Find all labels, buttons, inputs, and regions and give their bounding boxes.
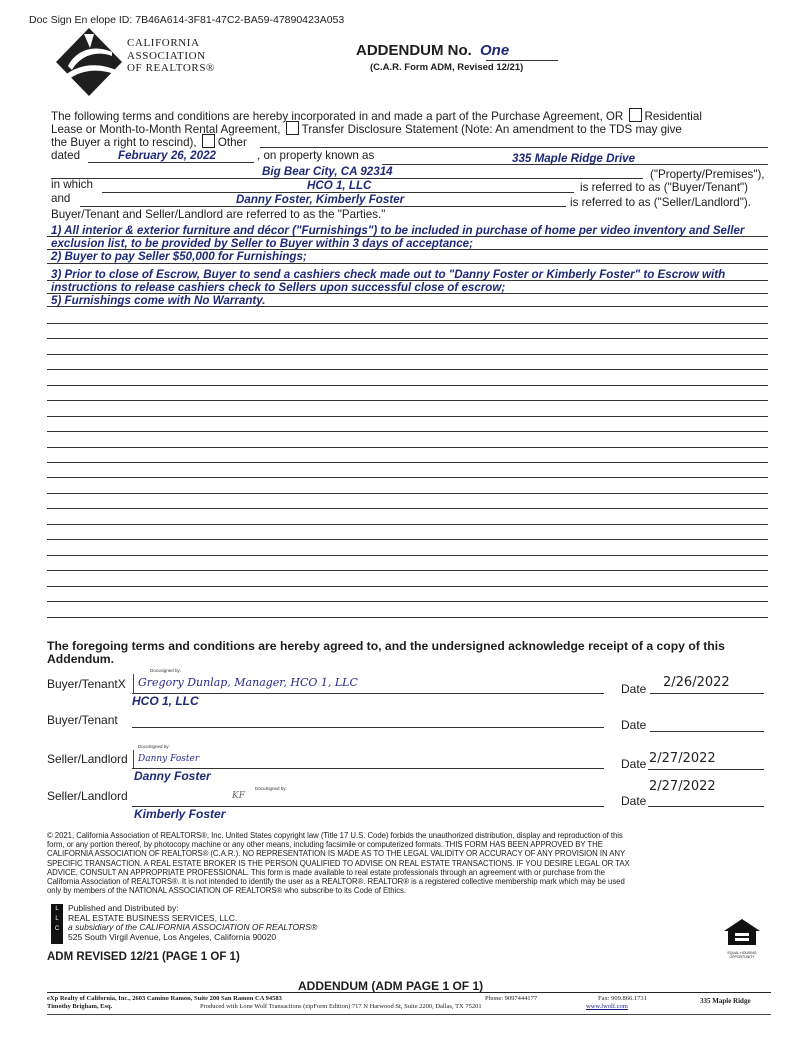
publisher-block: Published and Distributed by: REAL ESTATE BUSINESS SERVICES, LLC. a subsidiary of the CALIFORNIA ASSOCIATION OF REALTORS® 525 South Virgil Avenue, Los Angeles, California 90020 [68, 903, 318, 942]
ruled-line [47, 617, 768, 618]
seller-2-name: Kimberly Foster [134, 807, 226, 821]
addendum-number: One [480, 42, 510, 59]
ruled-line [47, 539, 768, 540]
footer-page-title: ADDENDUM (ADM PAGE 1 OF 1) [298, 979, 484, 993]
ruled-line [47, 555, 768, 556]
buyer-1-date-label: Date [621, 682, 647, 696]
seller-1-role: Seller/Landlord [47, 752, 128, 766]
term-line-4[interactable]: 3) Prior to close of Escrow, Buyer to send a cashiers check made out to "Danny Foster or Kimberly Foster" to Escrow with [51, 268, 726, 281]
in-which-label: in which [51, 178, 93, 191]
residential-lease-checkbox[interactable] [629, 108, 642, 122]
ruled-line [47, 586, 768, 587]
ruled-line [47, 293, 768, 294]
ruled-line [47, 447, 768, 448]
ruled-line [47, 400, 768, 401]
intro-line-1: The following terms and conditions are hereby incorporated in and made a part of the Purchase Agreement, OR Residential [51, 110, 702, 123]
seller-1-date[interactable]: 2/27/2022 [649, 751, 716, 766]
ruled-line [47, 369, 768, 370]
buyer-2-role: Buyer/Tenant [47, 713, 118, 727]
seller-2-role: Seller/Landlord [47, 789, 128, 803]
seller-2-date[interactable]: 2/27/2022 [649, 779, 716, 794]
dated-value[interactable]: February 26, 2022 [118, 149, 216, 162]
buyer-suffix: is referred to as ("Buyer/Tenant") [580, 181, 749, 194]
seller-suffix: is referred to as ("Seller/Landlord"). [570, 196, 751, 209]
ruled-line [47, 280, 768, 281]
envelope-id: Doc Sign En elope ID: 7B46A614-3F81-47C2-BA59-47890423A053 [29, 14, 345, 26]
intro-line-2: Lease or Month-to-Month Rental Agreement, Transfer Disclosure Statement (Note: An amendment to the TDS may give [51, 123, 682, 136]
property-suffix: ("Property/Premises"), [650, 168, 765, 181]
ruled-line [47, 306, 768, 307]
term-line-5[interactable]: instructions to release cashiers check to Sellers upon successful close of escrow; [51, 281, 506, 294]
agreement-text: The foregoing terms and conditions are hereby agreed to, and the undersigned acknowledge receipt of a copy of this Addendum. [47, 639, 725, 666]
buyer-1-date[interactable]: 2/26/2022 [663, 675, 730, 690]
logo-text [127, 37, 215, 75]
car-logo-icon [54, 26, 124, 98]
equal-housing-icon [722, 918, 762, 946]
lone-wolf-link[interactable]: www.lwolf.com [586, 1003, 628, 1010]
seller-1-name: Danny Foster [134, 769, 211, 783]
buyer-1-role: Buyer/TenantX [47, 677, 126, 691]
property-address-line-2[interactable]: Big Bear City, CA 92314 [262, 165, 393, 178]
produced-with: Produced with Lone Wolf Transactions (zipForm Edition) 717 N Harwood St, Suite 2200, Dallas, TX 75201 [200, 1003, 482, 1010]
file-name: 335 Maple Ridge [700, 997, 751, 1005]
buyer-1-signature[interactable]: Gregory Dunlap, Manager, HCO 1, LLC [138, 676, 358, 689]
term-line-1[interactable]: 1) All interior & exterior furniture and décor ("Furnishings") to be included in purchase of home per video inventory and Seller [51, 224, 745, 237]
ruled-line [47, 477, 768, 478]
form-subtitle: (C.A.R. Form ADM, Revised 12/21) [370, 62, 524, 73]
buyer-1-sig-bracket [133, 674, 134, 694]
parties-sentence: Buyer/Tenant and Seller/Landlord are referred to as the "Parties." [51, 208, 386, 221]
seller-2-signature[interactable]: KF [232, 791, 245, 801]
ruled-line [47, 431, 768, 432]
buyer-1-name: HCO 1, LLC [132, 694, 199, 708]
ruled-line [47, 524, 768, 525]
other-checkbox[interactable] [202, 134, 215, 148]
broker-info: eXp Realty of California, Inc., 2603 Camino Ramon, Suite 200 San Ramon CA 94583 Timothy Brigham, Esq. [47, 995, 282, 1010]
property-label: , on property known as [257, 149, 375, 162]
seller-1-signature[interactable]: Danny Foster [138, 754, 200, 764]
tds-checkbox[interactable] [286, 121, 299, 135]
ruled-line [47, 508, 768, 509]
ruled-line [47, 263, 768, 264]
fax: Fax: 909.866.1731 [598, 995, 647, 1002]
ruled-line [47, 416, 768, 417]
term-line-2[interactable]: exclusion list, to be provided by Seller to Buyer within 3 days of acceptance; [51, 237, 473, 250]
logo-line-3: OF REALTORS® [127, 62, 215, 74]
seller-2-docusign-label: DocuSigned by: [255, 786, 287, 791]
logo-line-1: CALIFORNIA [127, 37, 200, 49]
ruled-line [47, 338, 768, 339]
publisher-strip: L L C [51, 904, 63, 944]
and-label: and [51, 192, 71, 205]
page-title [356, 42, 509, 59]
term-line-3[interactable]: 2) Buyer to pay Seller $50,000 for Furnishings; [51, 250, 307, 263]
car-logo [54, 26, 124, 98]
ruled-line [47, 385, 768, 386]
seller-1-date-label: Date [621, 757, 647, 771]
logo-line-2: ASSOCIATION [127, 49, 206, 62]
form-revised: ADM REVISED 12/21 (PAGE 1 OF 1) [47, 951, 240, 963]
title-prefix: ADDENDUM No. [356, 42, 472, 59]
ruled-line [47, 601, 768, 602]
seller-1-docusign-label: DocuSigned by: [138, 744, 170, 749]
ruled-line [47, 493, 768, 494]
ruled-line [47, 323, 768, 324]
seller-name-value[interactable]: Danny Foster, Kimberly Foster [236, 193, 405, 206]
seller-2-date-label: Date [621, 794, 647, 808]
intro-line-3: the Buyer a right to rescind), Other [51, 136, 247, 149]
ruled-line [47, 249, 768, 250]
ruled-line [47, 462, 768, 463]
buyer-name-value[interactable]: HCO 1, LLC [307, 179, 372, 192]
buyer-1-docusign-label: Docusigned by: [150, 668, 182, 673]
ruled-line [47, 236, 768, 237]
dated-label: dated [51, 149, 81, 162]
term-line-6[interactable]: 5) Furnishings come with No Warranty. [51, 294, 266, 307]
ruled-line [47, 354, 768, 355]
seller-1-sig-bracket [133, 750, 134, 768]
property-address-line-1[interactable]: 335 Maple Ridge Drive [512, 152, 636, 165]
phone: Phone: 9097444177 [485, 995, 538, 1002]
equal-housing-logo: EQUAL HOUSING OPPORTUNITY [722, 918, 762, 959]
buyer-2-date-label: Date [621, 718, 647, 732]
legal-text: © 2021, California Association of REALTORS®, Inc. United States copyright law (Title 17 U.S. Code) forbids the unauthorized distribution, display and reproduction of this form, or any portion thereof, by photocopy machine or any other means, including facsimile or computerized formats. THIS FORM HAS BEEN APPROVED BY THE CALIFORNIA ASSOCIATION OF REALTORS® (C.A.R.). NO REPRESENTATION IS MADE AS TO THE LEGAL VALIDITY OR ACCURACY OF ANY PROVISION IN ANY SPECIFIC TRANSACTION. A REAL ESTATE BROKER IS THE PERSON QUALIFIED TO ADVISE ON REAL ESTATE TRANSACTIONS. IF YOU DESIRE LEGAL OR TAX ADVICE, CONSULT AN APPROPRIATE PROFESSIONAL. This form is made available to real estate professionals through an agreement with or purchase from the California Association of REALTORS®. It is not intended to identify the user as a REALTOR®. REALTOR® is a registered collective membership mark which may be used only by members of the NATIONAL ASSOCIATION OF REALTORS® who subscribe to its Code of Ethics. [47, 831, 630, 896]
ruled-line [47, 570, 768, 571]
